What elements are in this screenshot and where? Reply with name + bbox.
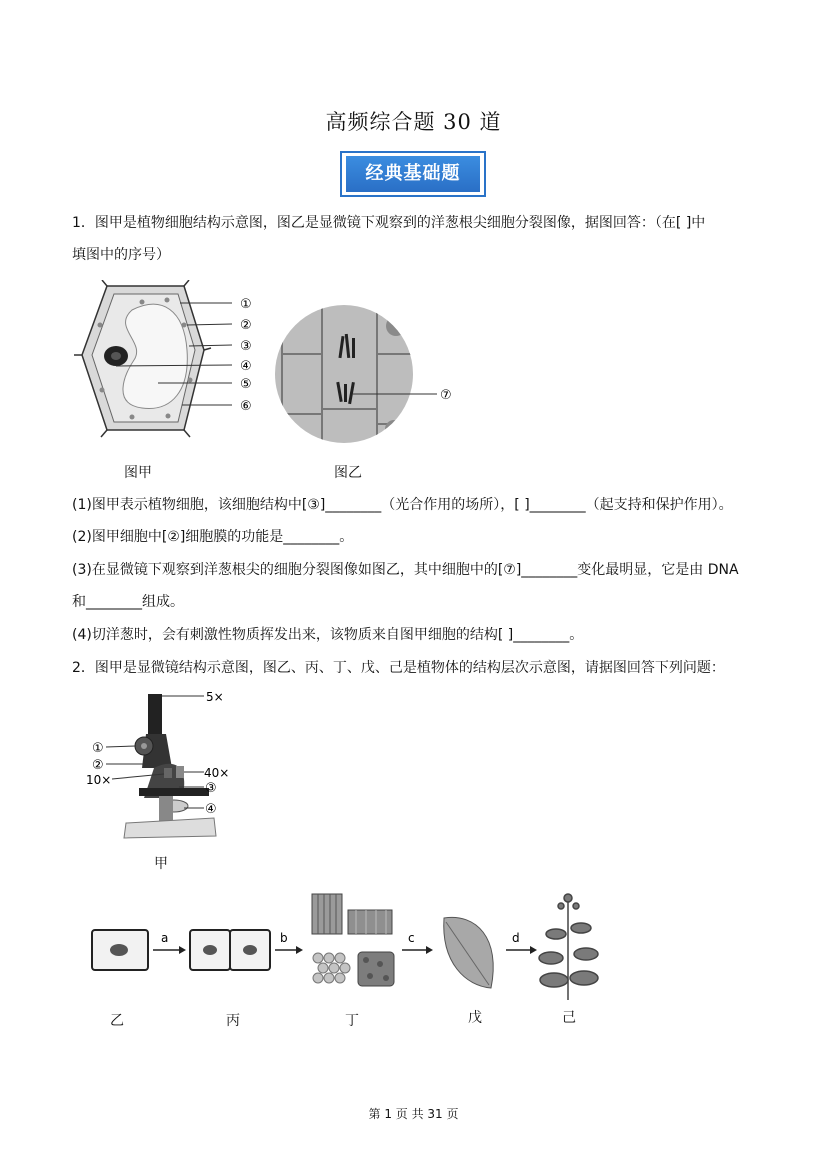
page-title: 高频综合题 30 道 [325, 110, 502, 134]
cell-label-4: ④ [240, 359, 252, 374]
objective-high-label: 40× [204, 766, 230, 780]
level-caption-yi: 乙 [110, 1013, 124, 1029]
cell-label-1: ① [240, 297, 252, 312]
q1-sub2: (2)图甲细胞中[②]细胞膜的功能是________。 [72, 529, 354, 545]
section-badge-label: 经典基础题 [346, 156, 480, 192]
cell-label-2: ② [240, 318, 252, 333]
objective-low-label: 10× [86, 773, 112, 787]
q1-sub3-line1: (3)在显微镜下观察到洋葱根尖的细胞分裂图像如图乙，其中细胞中的[⑦]________变化最明显，它是由 DNA [72, 562, 739, 578]
microscope-label-1: ① [92, 741, 104, 756]
plant-cell-figure [72, 280, 272, 455]
microscope-figure [84, 688, 244, 848]
structural-levels-diagram [86, 888, 616, 1008]
micrograph-figure [272, 304, 462, 449]
q1-stem-line2: 填图中的序号） [72, 247, 170, 263]
eyepiece-label: 5× [206, 690, 224, 704]
fig-b-caption: 图乙 [334, 465, 362, 481]
q1-sub1: (1)图甲表示植物细胞，该细胞结构中[③]________（光合作用的场所），[ ]________（起支持和保护作用）。 [72, 497, 733, 513]
level-caption-ding: 丁 [345, 1013, 359, 1029]
microscope-label-3: ③ [205, 781, 217, 796]
cell-label-3: ③ [240, 339, 252, 354]
page-footer: 第 1 页 共 31 页 [368, 1107, 459, 1121]
q1-sub4: (4)切洋葱时，会有刺激性物质挥发出来，该物质来自图甲细胞的结构[ ]________。 [72, 627, 584, 643]
cell-label-6: ⑥ [240, 399, 252, 414]
arrow-c-label: c [408, 931, 415, 945]
q1-sub3-line2: 和________组成。 [72, 594, 184, 610]
arrow-b-label: b [280, 931, 288, 945]
arrow-a-label: a [161, 931, 169, 945]
q2-stem: 2．图甲是显微镜结构示意图，图乙、丙、丁、戊、己是植物体的结构层次示意图，请据图回答下列问题： [72, 660, 725, 676]
microscope-label-4: ④ [205, 802, 217, 817]
fig-a-caption: 图甲 [124, 465, 152, 481]
level-caption-bing: 丙 [226, 1013, 240, 1029]
cell-label-5: ⑤ [240, 377, 252, 392]
level-caption-wu: 戊 [468, 1010, 482, 1026]
q1-stem-line1: 1．图甲是植物细胞结构示意图，图乙是显微镜下观察到的洋葱根尖细胞分裂图像，据图回答：（在[ ]中 [72, 215, 706, 231]
level-caption-ji: 己 [562, 1010, 576, 1026]
micrograph-label-7: ⑦ [440, 388, 452, 403]
microscope-label-2: ② [92, 758, 104, 773]
arrow-d-label: d [512, 931, 520, 945]
section-badge [340, 151, 486, 197]
microscope-caption: 甲 [154, 856, 168, 872]
